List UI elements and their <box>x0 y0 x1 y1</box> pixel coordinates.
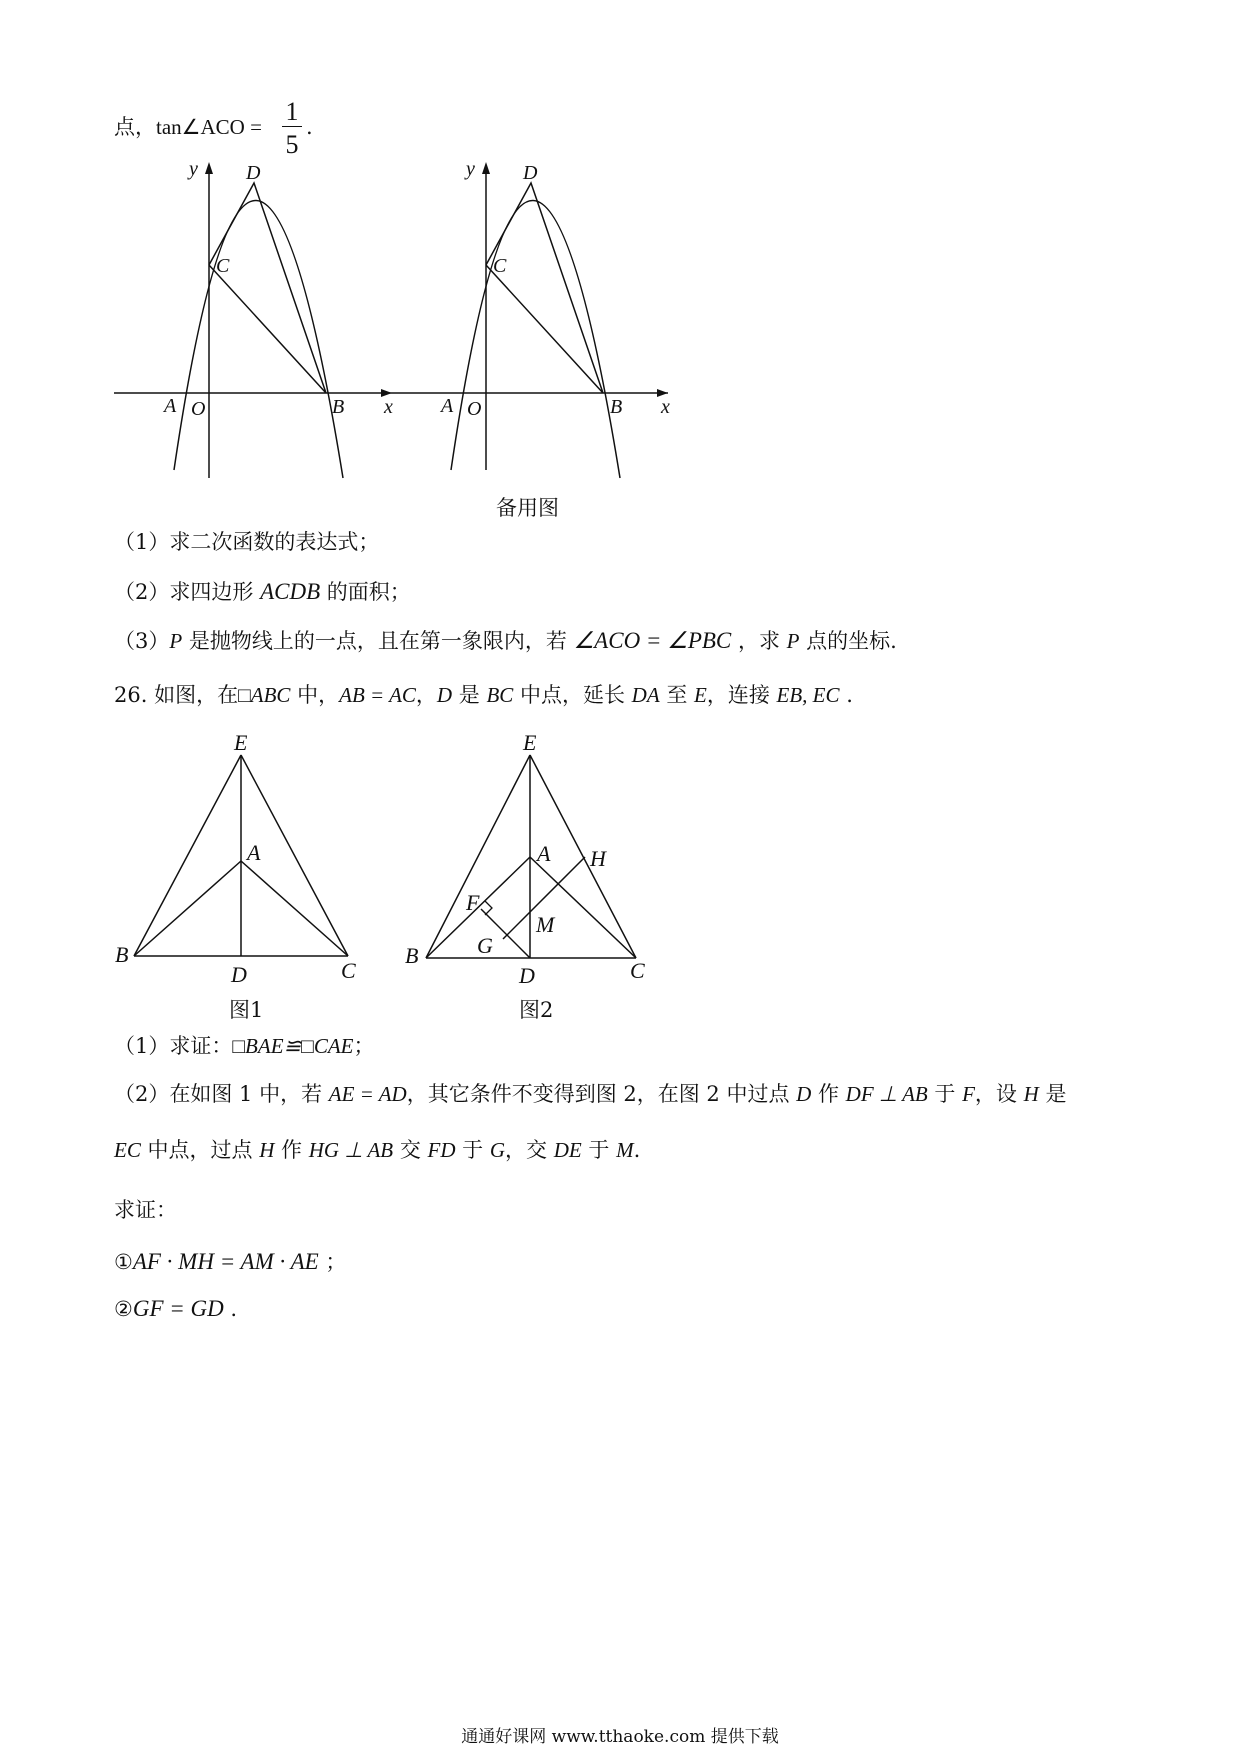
intro-period: . <box>306 115 313 139</box>
label-y: y <box>466 158 475 180</box>
figure-2-caption: 图2 <box>519 998 554 1022</box>
label-O: O <box>191 398 206 420</box>
label-B: B <box>332 396 345 418</box>
label-C: C <box>216 255 230 277</box>
q25-part2: （2）求四边形 ACDB 的面积； <box>114 579 411 604</box>
label-F: F <box>466 890 480 915</box>
intro-dian: 点， <box>114 115 156 139</box>
label-y: y <box>189 158 198 180</box>
label-D: D <box>519 963 535 988</box>
q26-part1: （1）求证：□BAE≌□CAE； <box>114 1034 375 1058</box>
label-A: A <box>441 395 454 417</box>
label-B: B <box>405 943 419 968</box>
label-D: D <box>523 162 538 184</box>
label-O: O <box>467 398 482 420</box>
label-E: E <box>234 730 248 755</box>
fraction-denominator: 5 <box>285 130 299 159</box>
claim-2: ②GF = GD . <box>114 1296 238 1321</box>
q25-part1: （1）求二次函数的表达式； <box>114 530 380 554</box>
label-B: B <box>610 396 623 418</box>
prove-heading: 求证： <box>114 1198 177 1222</box>
label-D: D <box>231 962 247 987</box>
figure-1-caption: 图1 <box>229 998 264 1022</box>
fraction-numerator: 1 <box>285 97 299 126</box>
right-angle-mark <box>485 901 492 915</box>
label-A: A <box>537 841 551 866</box>
q25-part3: （3）P 是抛物线上的一点，且在第一象限内，若 ∠ACO = ∠PBC ，求 P 点的坐标. <box>114 628 897 653</box>
label-G: G <box>477 933 493 958</box>
q26-stem: 26. 如图，在□ABC 中，AB = AC，D 是 BC 中点，延长 DA 至 E，连接 EB, EC . <box>114 683 853 707</box>
label-A: A <box>164 395 177 417</box>
label-x: x <box>661 396 670 418</box>
label-C: C <box>341 958 356 983</box>
q26-part2-line2: EC 中点，过点 H 作 HG ⊥ AB 交 FD 于 G，交 DE 于 M. <box>114 1138 641 1162</box>
label-A: A <box>247 840 261 865</box>
label-E: E <box>523 730 537 755</box>
label-B: B <box>115 942 129 967</box>
label-H: H <box>590 846 606 871</box>
q26-part2-line1: （2）在如图 1 中，若 AE = AD，其它条件不变得到图 2，在图 2 中过点 D 作 DF ⊥ AB 于 F，设 H 是 <box>114 1082 1067 1106</box>
label-D: D <box>246 162 261 184</box>
label-C: C <box>630 958 645 983</box>
claim-1: ①AF · MH = AM · AE ； <box>114 1249 347 1274</box>
backup-caption: 备用图 <box>496 496 559 520</box>
footer: 通通好课网 www.tthaoke.com 提供下载 <box>461 1727 779 1747</box>
label-x: x <box>384 396 393 418</box>
label-M: M <box>536 912 555 937</box>
label-C: C <box>493 255 507 277</box>
intro-tan: tan∠ACO = <box>156 115 262 139</box>
question-number: 26. <box>114 683 148 707</box>
